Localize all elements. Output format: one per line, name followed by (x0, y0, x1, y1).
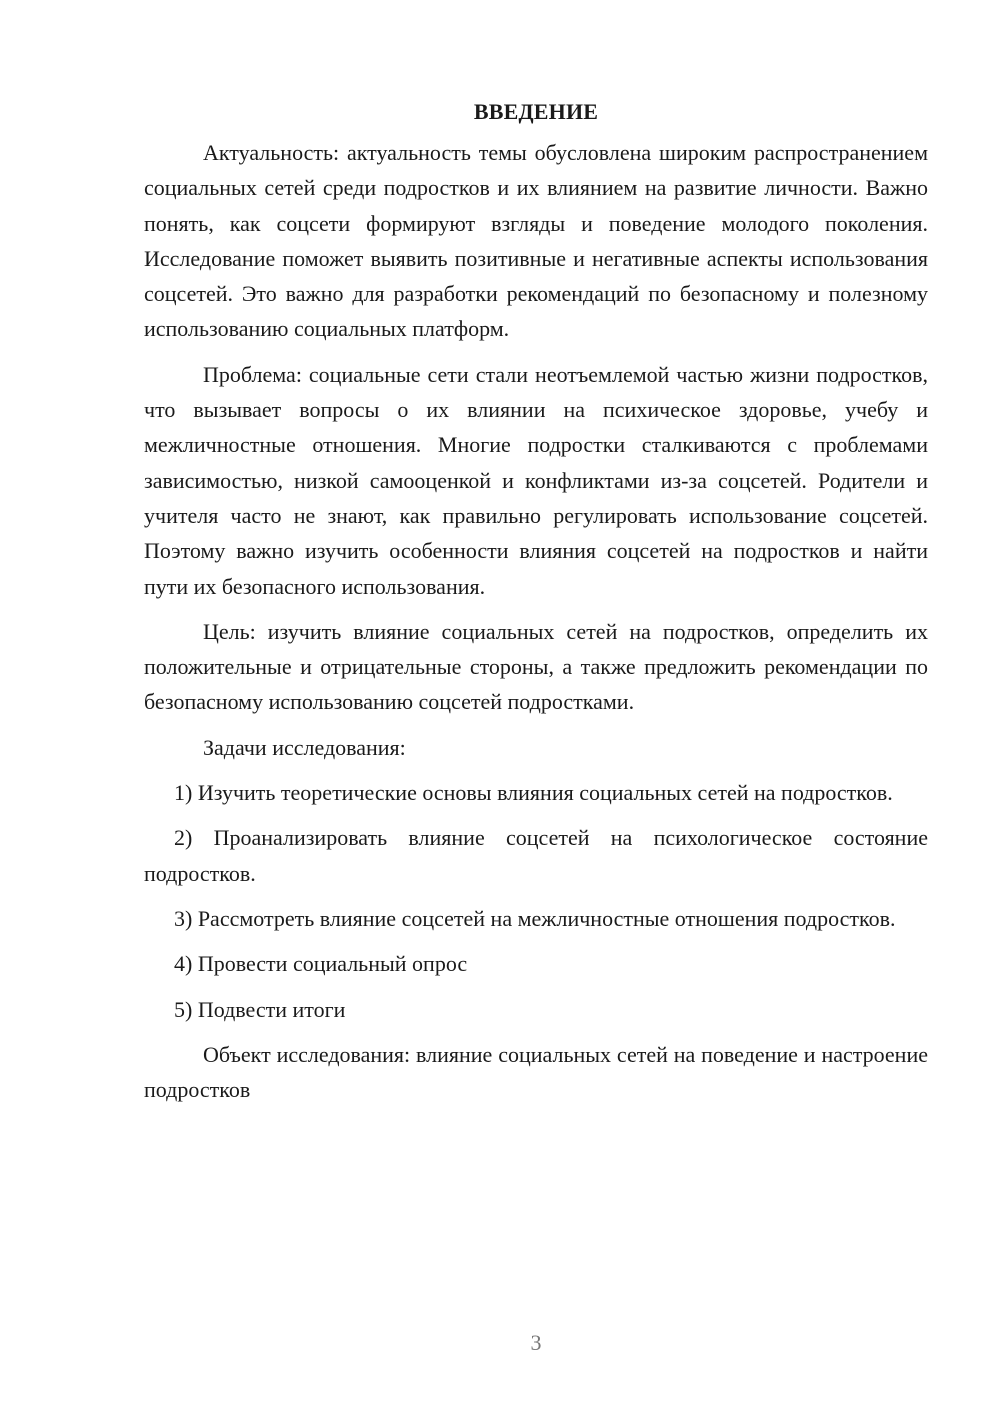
paragraph-goal: Цель: изучить влияние социальных сетей на подростков, определить их положительные и отрицательные стороны, а также предложить рекомендации по безопасному использованию соцсетей подростками. (144, 618, 928, 715)
document-page (144, 94, 928, 1107)
task-item-4: 4) Провести социальный опрос (174, 951, 468, 977)
task-item-5: 5) Подвести итоги (174, 996, 346, 1022)
task-item-1: 1) Изучить теоретические основы влияния социальных сетей на подростков. (174, 780, 893, 806)
paragraph-problem: Проблема: социальные сети стали неотъемлемой частью жизни подростков, что вызывает вопросы о их влиянии на психическое здоровье, учебу и межличностные отношения. Многие подростки сталкиваются с проблемами зависимостью, низкой самооценкой и конфликтами из-за соцсетей. Родители и учителя часто не знают, как правильно регулировать использование соцсетей. Поэтому важно изучить особенности влияния соцсетей на подростков и найти пути их безопасного использования. (144, 361, 928, 599)
paragraph-relevance: Актуальность: актуальность темы обусловлена широким распространением социальных сетей среди подростков и их влиянием на развитие личности. Важно понять, как соцсети формируют взгляды и поведение молодого поколения. Исследование поможет выявить позитивные и негативные аспекты использования соцсетей. Это важно для разработки рекомендаций по безопасному и полезному использованию социальных платформ. (144, 140, 928, 342)
task-item-2: 2) Проанализировать влияние соцсетей на психологическое состояние подростков. (144, 825, 928, 886)
page-number: 3 (530, 1330, 542, 1355)
task-item-3: 3) Рассмотреть влияние соцсетей на межличностные отношения подростков. (174, 905, 896, 931)
page-title: ВВЕДЕНИЕ (473, 99, 599, 124)
paragraph-object: Объект исследования: влияние социальных сетей на поведение и настроение подростков (144, 1041, 928, 1103)
tasks-heading: Задачи исследования: (203, 734, 406, 760)
